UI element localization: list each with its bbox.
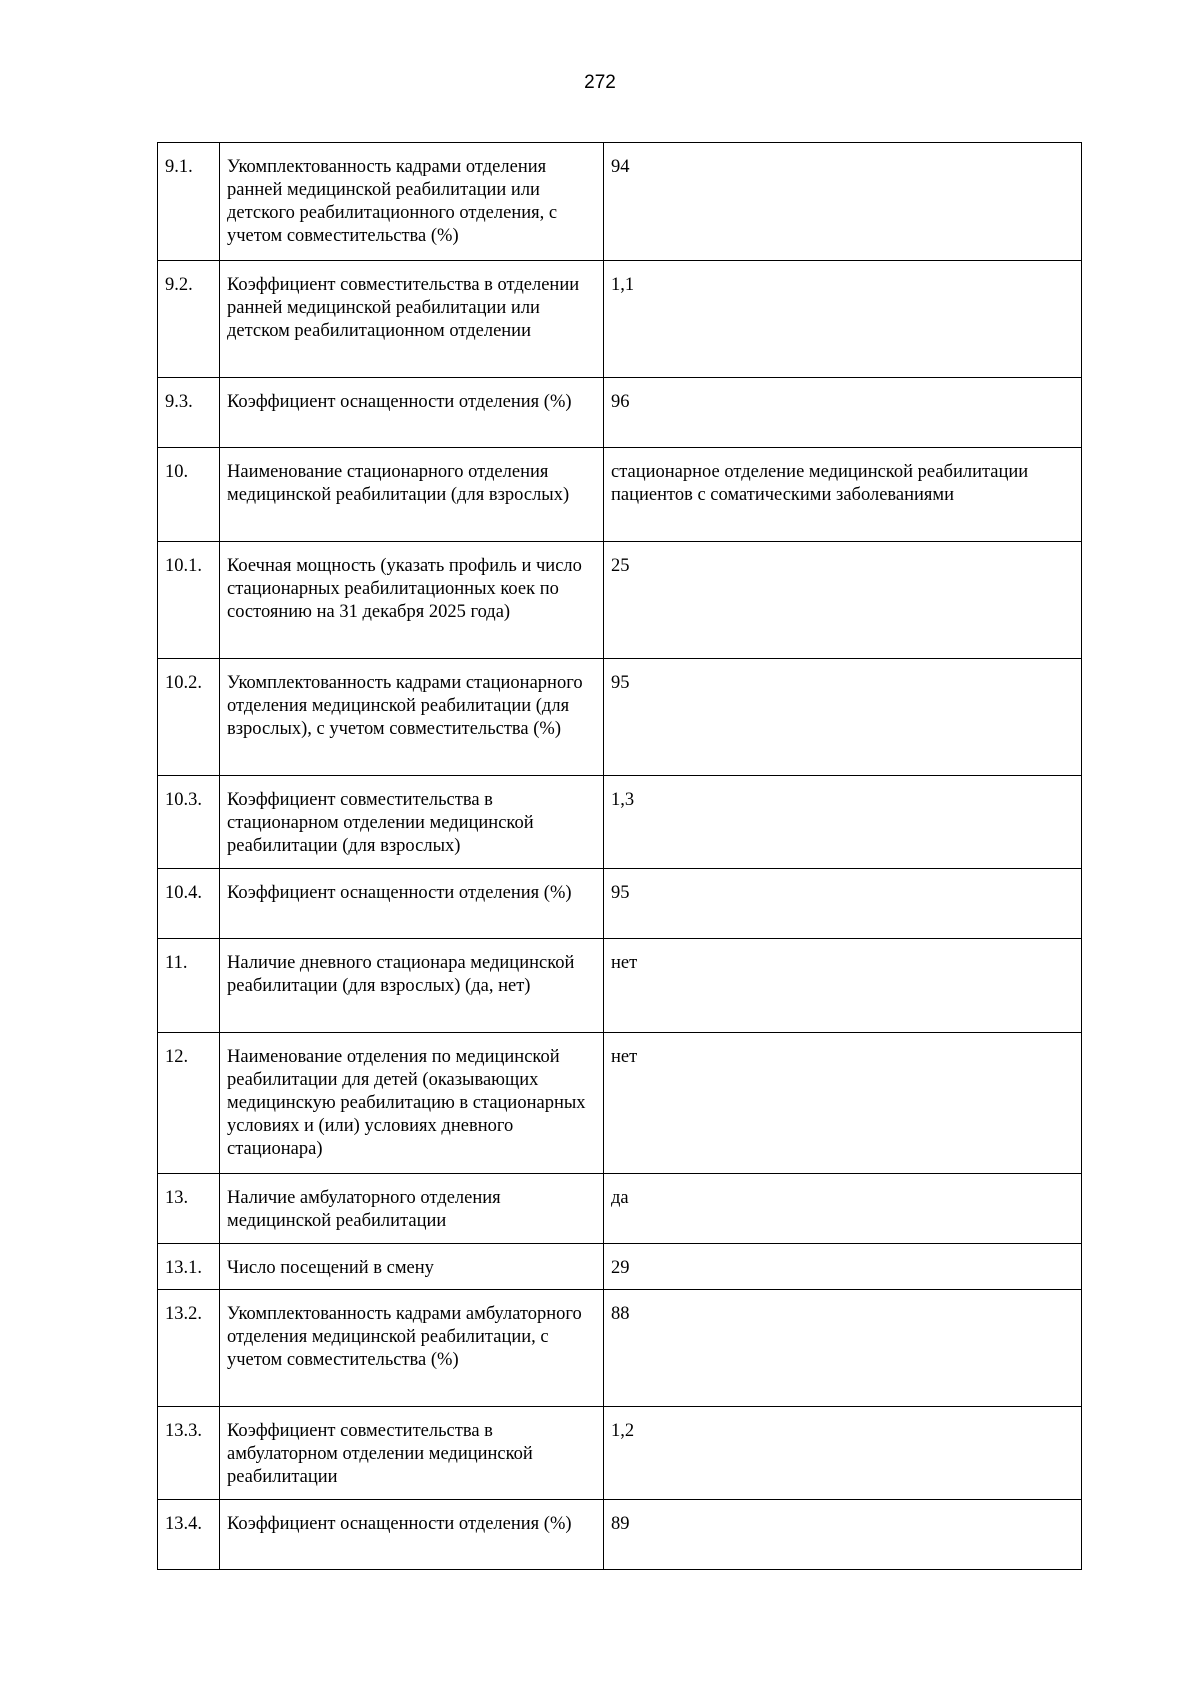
table-row — [158, 1033, 1082, 1174]
indicator-name-cell: Укомплектованность кадрами стационарного отделения медицинской реабилитации (для взрослых), с учетом совместительства (%) — [220, 659, 604, 776]
indicator-name-cell: Коэффициент совместительства в отделении ранней медицинской реабилитации или детском реабилитационном отделении — [220, 261, 604, 378]
row-number-cell: 10.1. — [158, 542, 220, 659]
row-number-cell: 10.2. — [158, 659, 220, 776]
table-row — [158, 776, 1082, 869]
indicator-value-cell: нет — [604, 1033, 1082, 1174]
indicator-value-cell: стационарное отделение медицинской реабилитации пациентов с соматическими заболеваниями — [604, 448, 1082, 542]
table-row — [158, 1174, 1082, 1244]
indicator-name-cell: Коечная мощность (указать профиль и число стационарных реабилитационных коек по состоянию на 31 декабря 2025 года) — [220, 542, 604, 659]
indicator-value-cell: 1,1 — [604, 261, 1082, 378]
indicator-value-cell: 89 — [604, 1500, 1082, 1570]
row-number-cell: 13.1. — [158, 1244, 220, 1290]
indicator-value-cell: 96 — [604, 378, 1082, 448]
table-row — [158, 1244, 1082, 1290]
row-number-cell: 12. — [158, 1033, 220, 1174]
indicator-value-cell: 95 — [604, 869, 1082, 939]
table-row — [158, 143, 1082, 261]
indicator-name-cell: Наименование стационарного отделения медицинской реабилитации (для взрослых) — [220, 448, 604, 542]
indicator-name-cell: Коэффициент оснащенности отделения (%) — [220, 1500, 604, 1570]
row-number-cell: 13.4. — [158, 1500, 220, 1570]
row-number-cell: 9.1. — [158, 143, 220, 261]
indicator-value-cell: 88 — [604, 1290, 1082, 1407]
row-number-cell: 13.3. — [158, 1407, 220, 1500]
indicator-value-cell: 29 — [604, 1244, 1082, 1290]
row-number-cell: 9.3. — [158, 378, 220, 448]
table-row — [158, 261, 1082, 378]
table-row — [158, 378, 1082, 448]
row-number-cell: 9.2. — [158, 261, 220, 378]
indicator-value-cell: 1,2 — [604, 1407, 1082, 1500]
indicator-name-cell: Наличие дневного стационара медицинской реабилитации (для взрослых) (да, нет) — [220, 939, 604, 1033]
indicator-name-cell: Укомплектованность кадрами амбулаторного отделения медицинской реабилитации, с учетом совместительства (%) — [220, 1290, 604, 1407]
indicator-name-cell: Коэффициент совместительства в амбулаторном отделении медицинской реабилитации — [220, 1407, 604, 1500]
indicator-name-cell: Коэффициент оснащенности отделения (%) — [220, 378, 604, 448]
page-number: 272 — [584, 72, 616, 93]
indicators-table — [157, 142, 1082, 1570]
indicator-value-cell: 94 — [604, 143, 1082, 261]
table-row — [158, 1290, 1082, 1407]
indicator-value-cell: да — [604, 1174, 1082, 1244]
table-row — [158, 659, 1082, 776]
row-number-cell: 10.3. — [158, 776, 220, 869]
table-row — [158, 869, 1082, 939]
table-row — [158, 542, 1082, 659]
table-row — [158, 939, 1082, 1033]
indicator-name-cell: Наименование отделения по медицинской реабилитации для детей (оказывающих медицинскую реабилитацию в стационарных условиях и (или) условиях дневного стационара) — [220, 1033, 604, 1174]
row-number-cell: 13.2. — [158, 1290, 220, 1407]
row-number-cell: 10. — [158, 448, 220, 542]
row-number-cell: 10.4. — [158, 869, 220, 939]
table-row — [158, 1500, 1082, 1570]
indicator-name-cell: Коэффициент совместительства в стационарном отделении медицинской реабилитации (для взрослых) — [220, 776, 604, 869]
indicator-name-cell: Наличие амбулаторного отделения медицинской реабилитации — [220, 1174, 604, 1244]
indicator-name-cell: Коэффициент оснащенности отделения (%) — [220, 869, 604, 939]
indicator-value-cell: нет — [604, 939, 1082, 1033]
table-body — [158, 143, 1082, 1570]
table-row — [158, 1407, 1082, 1500]
indicator-name-cell: Число посещений в смену — [220, 1244, 604, 1290]
indicator-name-cell: Укомплектованность кадрами отделения ранней медицинской реабилитации или детского реабилитационного отделения, с учетом совместительства (%) — [220, 143, 604, 261]
indicator-value-cell: 95 — [604, 659, 1082, 776]
indicator-value-cell: 1,3 — [604, 776, 1082, 869]
row-number-cell: 13. — [158, 1174, 220, 1244]
table-row — [158, 448, 1082, 542]
indicator-value-cell: 25 — [604, 542, 1082, 659]
row-number-cell: 11. — [158, 939, 220, 1033]
